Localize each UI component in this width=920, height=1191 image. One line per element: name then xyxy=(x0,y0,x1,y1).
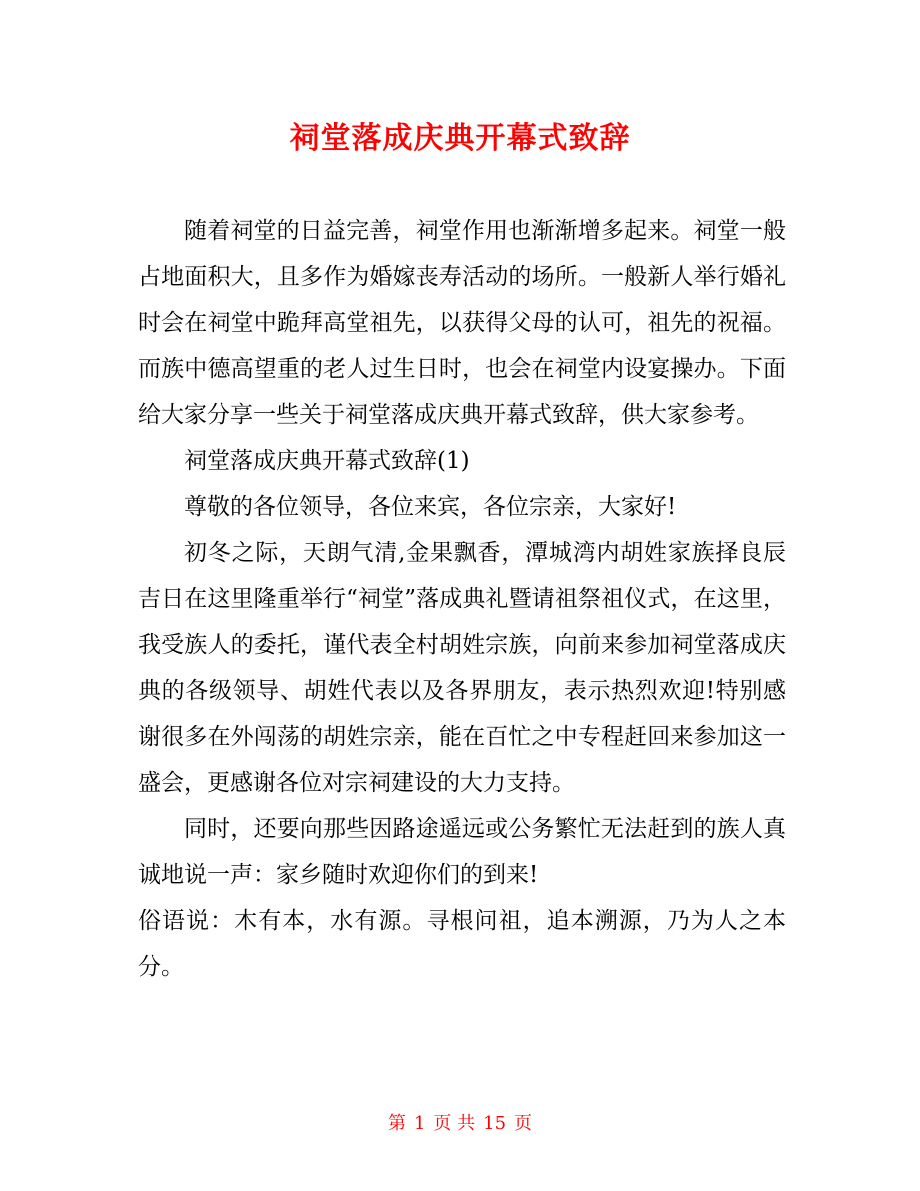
thanks-paragraph: 同时，还要向那些因路途遥远或公务繁忙无法赶到的族人真诚地说一声：家乡随时欢迎你们的到来! xyxy=(138,816,786,888)
document-body xyxy=(138,208,786,990)
section-heading: 祠堂落成庆典开幕式致辞(1) xyxy=(184,448,470,474)
footer-current-page: 1 xyxy=(413,1113,426,1134)
document-title: 祠堂落成庆典开幕式致辞 xyxy=(289,121,631,156)
footer-label-of: 页 共 xyxy=(433,1113,476,1134)
proverb-paragraph: 俗语说：木有本，水有源。寻根问祖，追本溯源，乃为人之本分。 xyxy=(138,908,786,980)
page-footer xyxy=(0,1111,920,1137)
footer-total-pages: 15 xyxy=(483,1113,507,1134)
intro-paragraph: 随着祠堂的日益完善，祠堂作用也渐渐增多起来。祠堂一般占地面积大，且多作为婚嫁丧寿活动的场所。一般新人举行婚礼时会在祠堂中跪拜高堂祖先，以获得父母的认可，祖先的祝福。而族中德高望重的老人过生日时，也会在祠堂内设宴操办。下面给大家分享一些关于祠堂落成庆典开幕式致辞，供大家参考。 xyxy=(138,218,786,428)
footer-label-page: 第 xyxy=(387,1113,406,1134)
footer-label-end: 页 xyxy=(514,1113,533,1134)
opening-paragraph: 初冬之际，天朗气清,金果飘香，潭城湾内胡姓家族择良辰吉日在这里隆重举行“祠堂”落成典礼暨请祖祭祖仪式，在这里，我受族人的委托，谨代表全村胡姓宗族，向前来参加祠堂落成庆典的各级领导、胡姓代表以及各界朋友，表示热烈欢迎!特别感谢很多在外闯荡的胡姓宗亲，能在百忙之中专程赶回来参加这一盛会，更感谢各位对宗祠建设的大力支持。 xyxy=(138,540,786,796)
greeting-paragraph: 尊敬的各位领导，各位来宾，各位宗亲，大家好! xyxy=(184,494,677,520)
